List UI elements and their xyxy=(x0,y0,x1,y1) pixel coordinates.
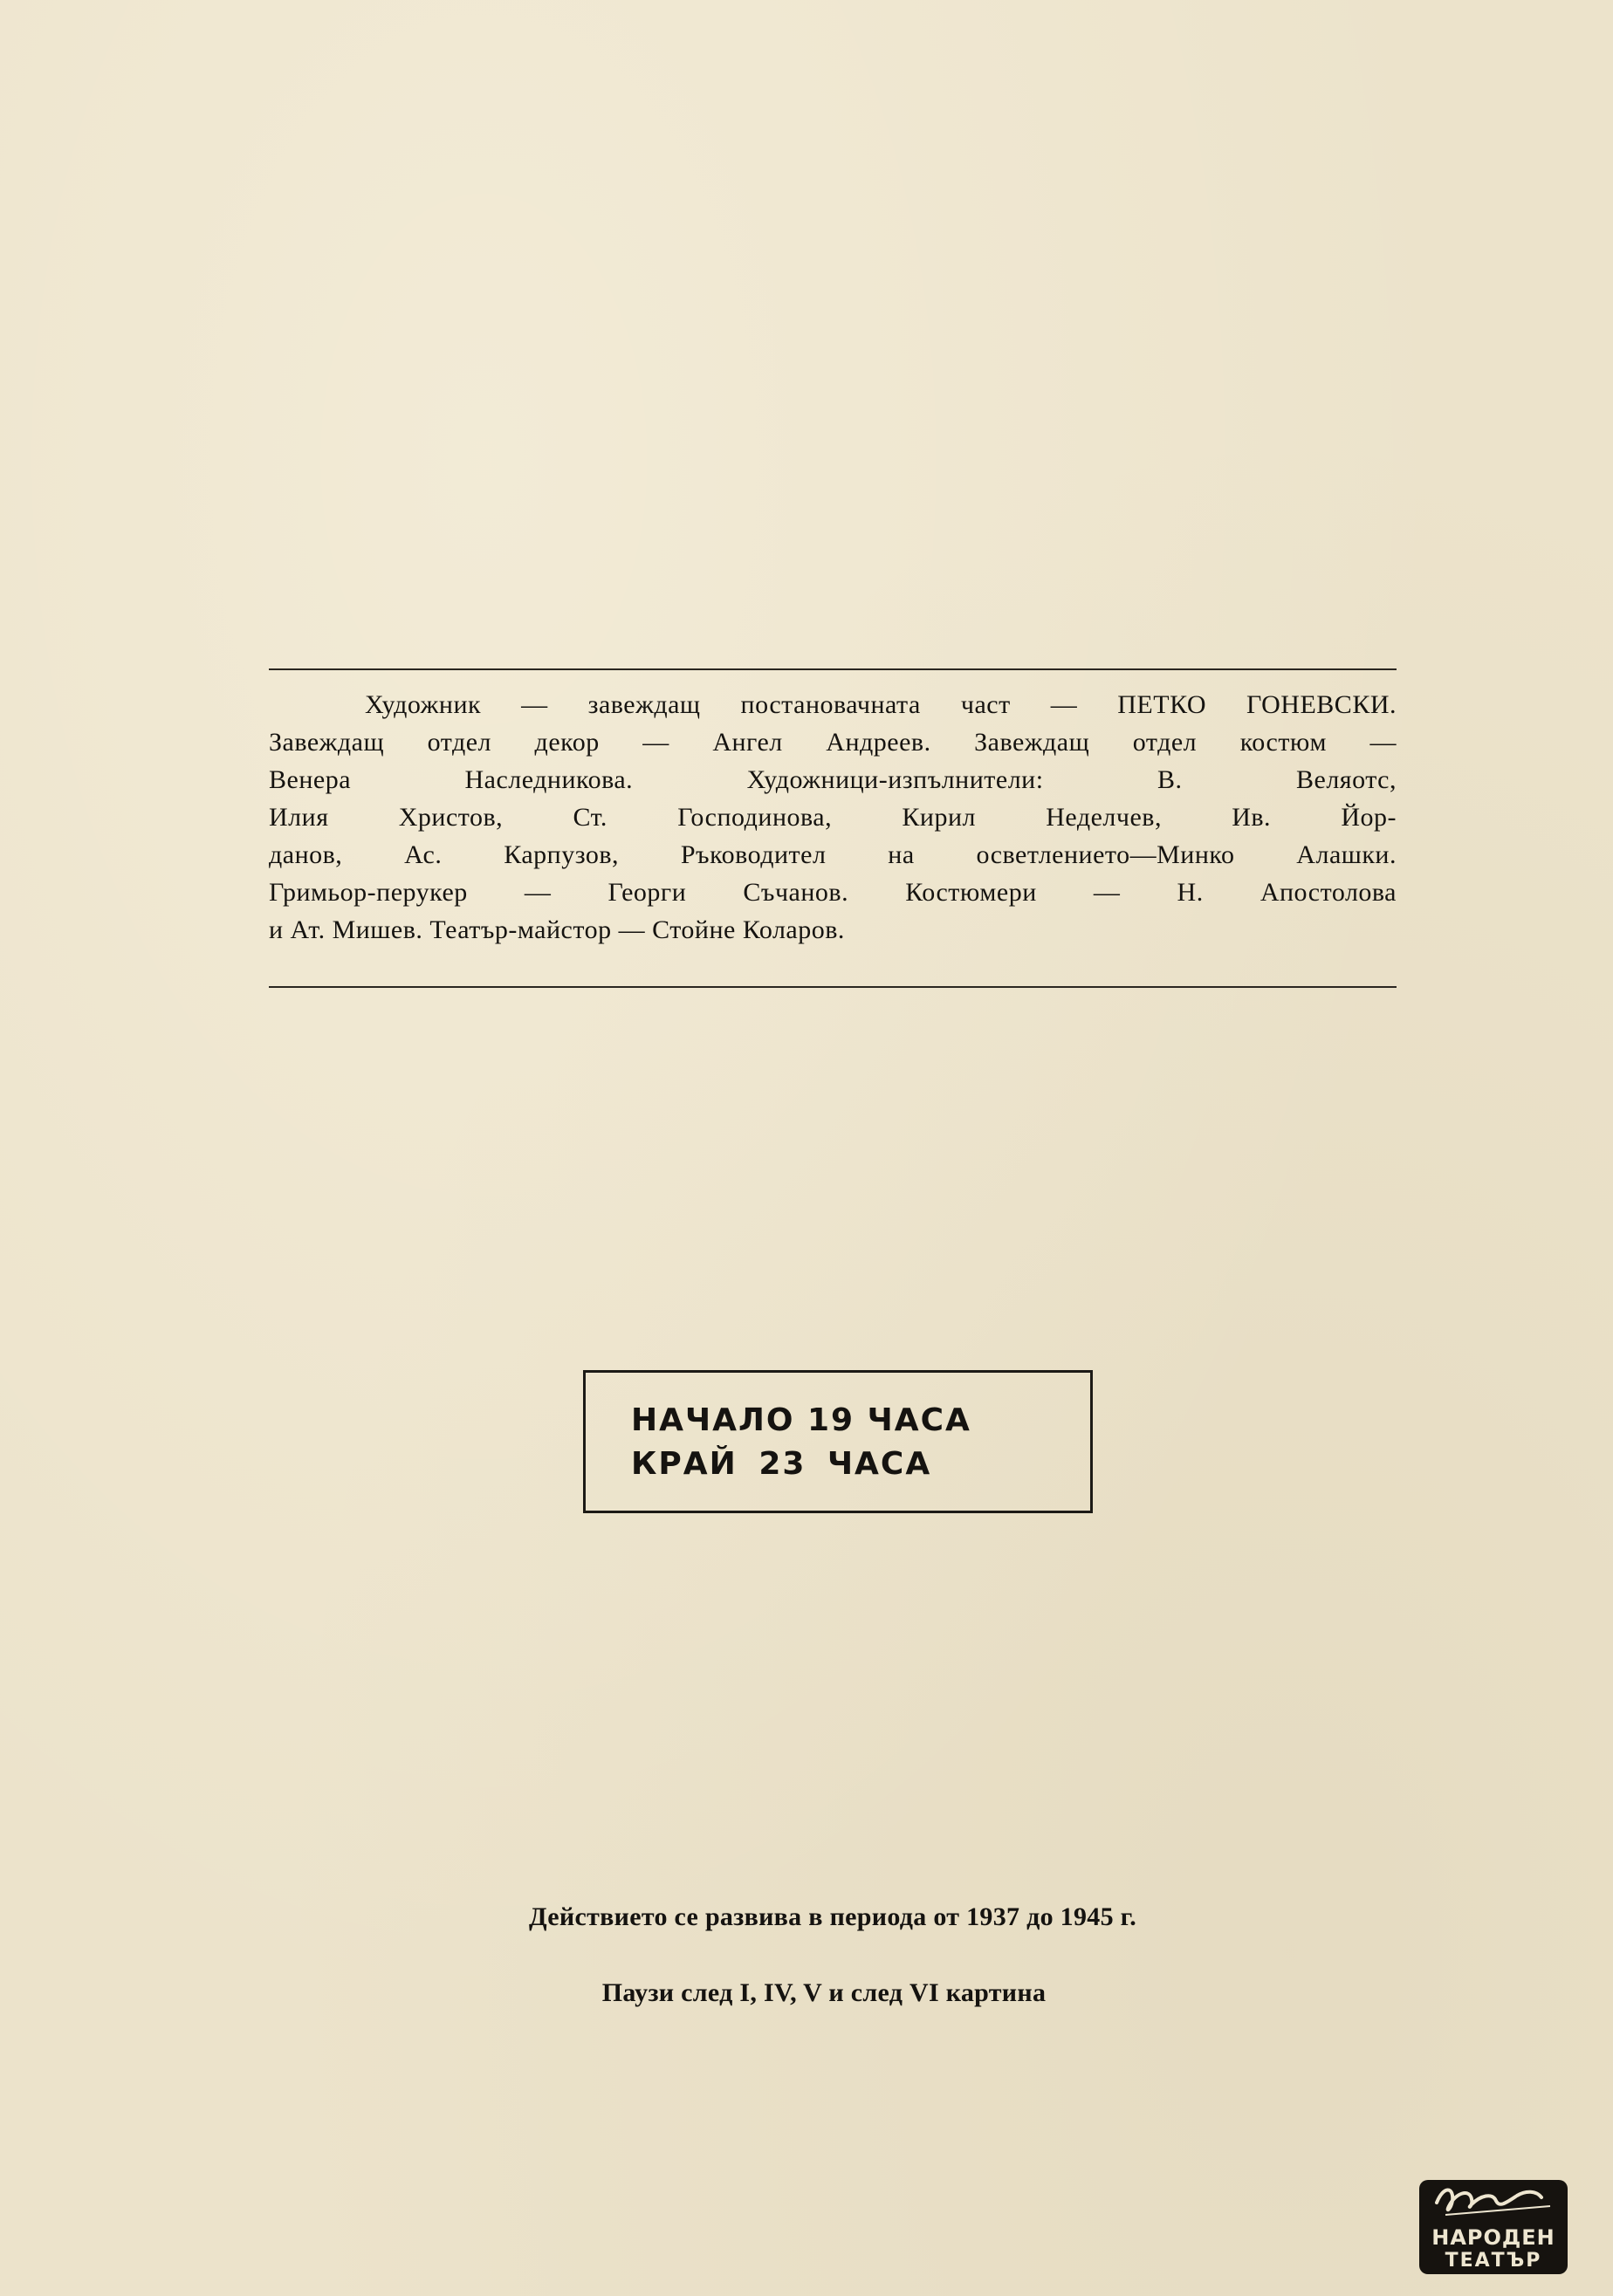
credits-bottom-rule xyxy=(269,986,1397,988)
start-time: НАЧАЛО 19 ЧАСА xyxy=(631,1402,971,1438)
intermissions-note: Паузи след I, IV, V и след VI картина xyxy=(601,1978,1047,2007)
action-period-note: Действието се развива в периода от 1937 до 1945 г. xyxy=(528,1902,1137,1931)
performance-time-box xyxy=(583,1370,1093,1513)
credits-line: данов, Ас. Карпузов, Ръководител на осветлението—Минко Алашки. xyxy=(269,840,1397,869)
national-theatre-logo xyxy=(1419,2180,1568,2274)
credits-line: Завеждащ отдел декор — Ангел Андреев. Завеждащ отдел костюм — xyxy=(269,728,1397,757)
production-credits xyxy=(269,686,1397,949)
logo-line-2: ТЕАТЪР xyxy=(1445,2250,1542,2272)
logo-line-1: НАРОДЕН xyxy=(1431,2225,1555,2250)
credits-line: Венера Наследникова. Художници-изпълнители: В. Веляотс, xyxy=(269,765,1397,794)
credits-line: и Ат. Мишев. Театър-майстор — Стойне Коларов. xyxy=(269,915,845,944)
credits-top-rule xyxy=(269,668,1397,670)
credits-line: Илия Христов, Ст. Господинова, Кирил Неделчев, Ив. Йор- xyxy=(269,803,1397,832)
credits-line: Художник — завеждащ постановачната част — ПЕТКО ГОНЕВСКИ. xyxy=(365,690,1397,719)
credits-line: Гримьор-перукер — Георги Съчанов. Костюмери — Н. Апостолова xyxy=(269,878,1397,907)
end-time: КРАЙ 23 ЧАСА xyxy=(631,1446,932,1482)
